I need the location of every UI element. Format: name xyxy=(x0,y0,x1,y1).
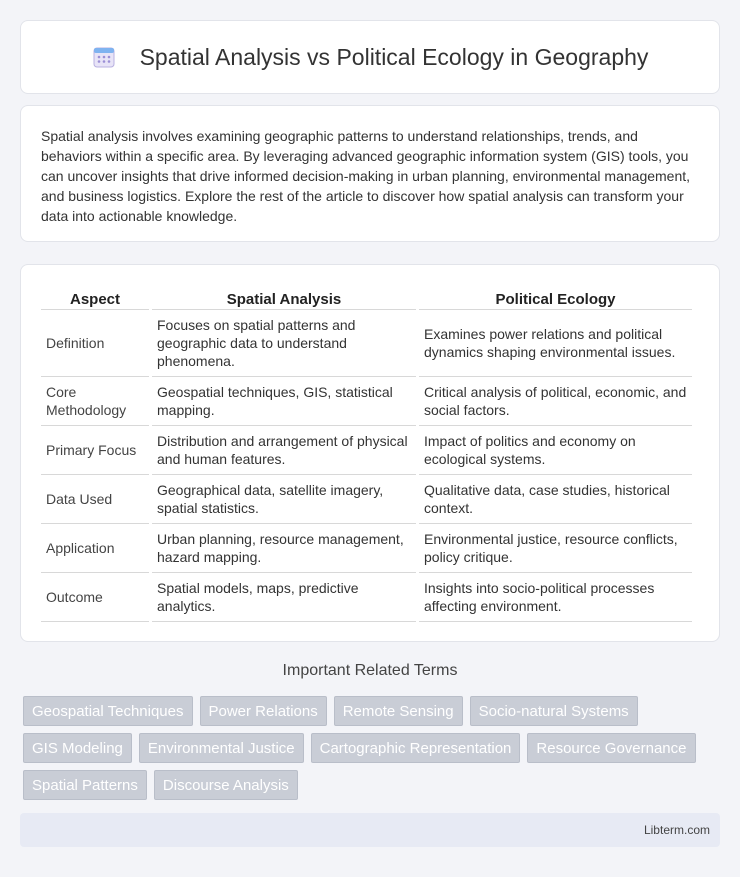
tag-row xyxy=(23,733,723,763)
tag-resource-governance[interactable]: Resource Governance xyxy=(527,733,695,763)
table-row xyxy=(41,310,692,377)
tag-spatial-patterns[interactable]: Spatial Patterns xyxy=(23,770,147,800)
tag-geospatial-techniques[interactable]: Geospatial Techniques xyxy=(23,696,193,726)
comparison-table-card xyxy=(20,264,720,642)
row-political-ecology: Examines power relations and political dynamics shaping environmental issues. xyxy=(419,310,692,377)
row-aspect: Primary Focus xyxy=(41,426,149,475)
tag-socio-natural-systems[interactable]: Socio-natural Systems xyxy=(470,696,638,726)
title-card xyxy=(20,20,720,94)
header-spatial-analysis: Spatial Analysis xyxy=(152,285,416,310)
related-terms-title: Important Related Terms xyxy=(282,662,458,679)
tag-row xyxy=(23,770,723,800)
row-spatial-analysis: Geographical data, satellite imagery, spatial statistics. xyxy=(152,475,416,524)
calendar-icon xyxy=(92,45,116,69)
table-row xyxy=(41,426,692,475)
table-row xyxy=(41,524,692,573)
row-aspect: Definition xyxy=(41,310,149,377)
intro-text: Spatial analysis involves examining geographic patterns to understand relationships, trends, and behaviors within a specific area. By leveraging advanced geographic information system (GIS) tools, you can uncover insights that drive informed decision-making in urban planning, environmental management, and business logistics. Explore the rest of the article to discover how spatial analysis can transform your data into actionable knowledge. xyxy=(41,128,691,224)
footer-link[interactable]: Libterm.com xyxy=(643,823,710,837)
tag-power-relations[interactable]: Power Relations xyxy=(200,696,327,726)
tag-cartographic-representation[interactable]: Cartographic Representation xyxy=(311,733,521,763)
tag-remote-sensing[interactable]: Remote Sensing xyxy=(334,696,463,726)
row-political-ecology: Insights into socio-political processes affecting environment. xyxy=(419,573,692,622)
tag-gis-modeling[interactable]: GIS Modeling xyxy=(23,733,132,763)
footer xyxy=(20,813,720,847)
row-spatial-analysis: Geospatial techniques, GIS, statistical mapping. xyxy=(152,377,416,426)
row-aspect: Outcome xyxy=(41,573,149,622)
row-political-ecology: Environmental justice, resource conflicts, policy critique. xyxy=(419,524,692,573)
comparison-table xyxy=(38,285,695,622)
row-spatial-analysis: Focuses on spatial patterns and geographic data to understand phenomena. xyxy=(152,310,416,377)
row-spatial-analysis: Distribution and arrangement of physical and human features. xyxy=(152,426,416,475)
row-political-ecology: Impact of politics and economy on ecological systems. xyxy=(419,426,692,475)
table-row xyxy=(41,573,692,622)
intro-card xyxy=(20,105,720,242)
page-title: Spatial Analysis vs Political Ecology in Geography xyxy=(139,43,649,70)
table-row xyxy=(41,377,692,426)
table-header-row xyxy=(41,285,692,310)
row-political-ecology: Qualitative data, case studies, historical context. xyxy=(419,475,692,524)
tag-discourse-analysis[interactable]: Discourse Analysis xyxy=(154,770,298,800)
header-political-ecology: Political Ecology xyxy=(419,285,692,310)
row-spatial-analysis: Urban planning, resource management, hazard mapping. xyxy=(152,524,416,573)
row-aspect: Data Used xyxy=(41,475,149,524)
row-spatial-analysis: Spatial models, maps, predictive analytics. xyxy=(152,573,416,622)
related-terms-list xyxy=(23,696,723,807)
header-aspect: Aspect xyxy=(41,285,149,310)
table-row xyxy=(41,475,692,524)
tag-row xyxy=(23,696,723,726)
row-aspect: Core Methodology xyxy=(41,377,149,426)
row-political-ecology: Critical analysis of political, economic, and social factors. xyxy=(419,377,692,426)
tag-environmental-justice[interactable]: Environmental Justice xyxy=(139,733,304,763)
row-aspect: Application xyxy=(41,524,149,573)
